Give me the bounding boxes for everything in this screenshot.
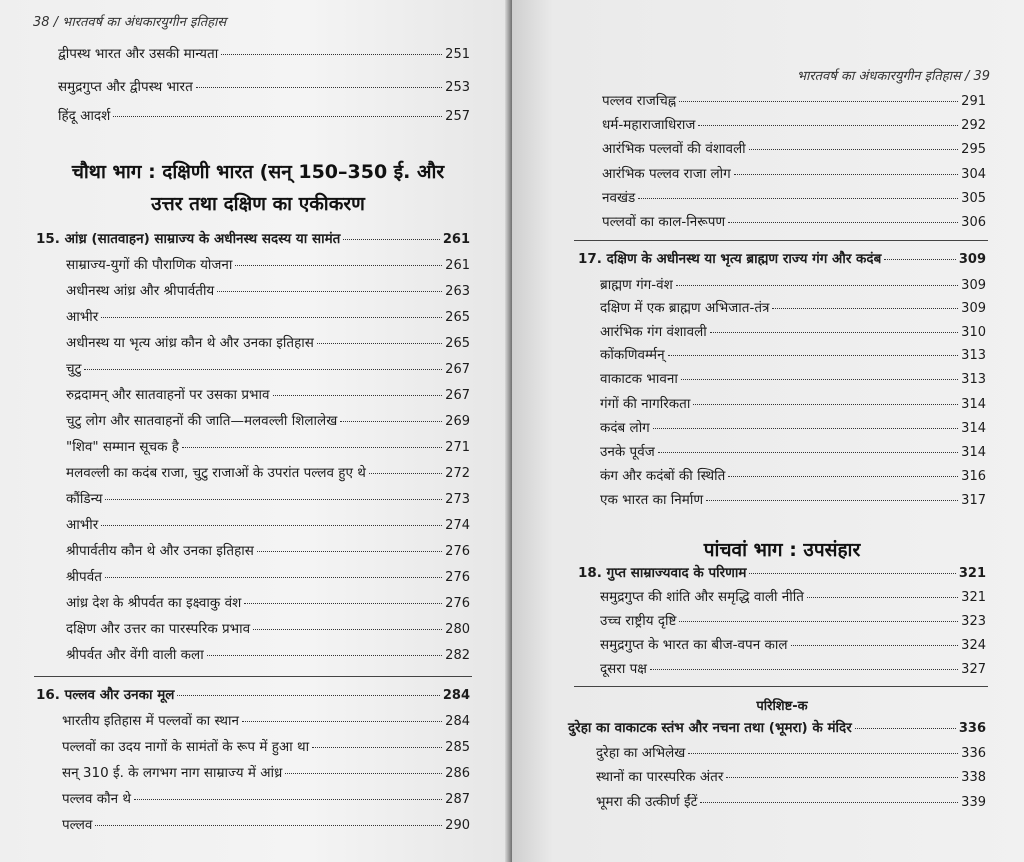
toc-entry <box>600 299 986 318</box>
entry-title: साम्राज्य-युगों की पौराणिक योजना <box>66 257 233 273</box>
toc-entry <box>66 386 470 405</box>
entry-title: कंग और कदंबों की स्थिति <box>600 468 726 484</box>
entry-title: पल्लव कौन थे <box>62 791 131 807</box>
toc-entry <box>58 45 470 64</box>
toc-entry <box>66 490 470 509</box>
toc-entry <box>66 256 470 275</box>
entry-page: 286 <box>445 766 470 781</box>
part-title-line1: चौथा भाग : दक्षिणी भारत (सन् 150–350 ई. और <box>71 161 445 183</box>
entry-title: अधीनस्थ आंध्र और श्रीपार्वतीय <box>66 283 215 299</box>
toc-entry <box>58 78 470 97</box>
running-head-left: 38 / भारतवर्ष का अंधकारयुगीन इतिहास <box>33 15 227 30</box>
toc-entry <box>600 660 986 679</box>
entry-title: कदंब लोग <box>600 420 650 436</box>
entry-title: गंगों की नागरिकता <box>600 396 691 412</box>
appendix-main-entry <box>568 719 986 738</box>
entry-title: चुटु लोग और सातवाहनों की जाति—मलवल्ली शिलालेख <box>66 413 338 429</box>
toc-entry <box>600 346 986 365</box>
entry-page: 310 <box>961 325 986 340</box>
entry-page: 257 <box>445 109 470 124</box>
toc-entry <box>602 189 986 208</box>
toc-entry <box>600 276 986 295</box>
entry-page: 309 <box>961 301 986 316</box>
toc-entry <box>596 793 986 812</box>
entry-title: दक्षिण और उत्तर का पारस्परिक प्रभाव <box>66 621 251 637</box>
entry-title: मलवल्ली का कदंब राजा, चुटु राजाओं के उपरांत पल्लव हुए थे <box>66 465 366 481</box>
entry-title: पल्लवों का काल-निरूपण <box>602 214 726 230</box>
entry-page: 265 <box>445 336 470 351</box>
chapter-entry <box>578 250 986 269</box>
entry-page: 284 <box>445 714 470 729</box>
toc-entry <box>600 370 986 389</box>
entry-title: पल्लवों का उदय नागों के सामंतों के रूप में हुआ था <box>62 739 310 755</box>
entry-page: 251 <box>445 47 470 62</box>
toc-entry <box>66 282 470 301</box>
chapter-title: 16. पल्लव और उनका मूल <box>36 687 175 703</box>
chapter-title: 17. दक्षिण के अधीनस्थ या भृत्य ब्राह्मण राज्य गंग और कदंब <box>578 251 882 267</box>
entry-title: उच्च राष्ट्रीय दृष्टि <box>600 613 677 629</box>
toc-entry <box>66 464 470 483</box>
entry-page: 314 <box>961 397 986 412</box>
section-divider <box>574 240 988 241</box>
entry-page: 306 <box>961 215 986 230</box>
chapter-entry <box>36 686 470 705</box>
toc-entry <box>58 107 470 126</box>
entry-page: 271 <box>445 440 470 455</box>
entry-page: 338 <box>961 770 986 785</box>
entry-page: 305 <box>961 191 986 206</box>
chapter-page: 321 <box>958 566 986 581</box>
entry-page: 317 <box>961 493 986 508</box>
entry-page: 263 <box>445 284 470 299</box>
part-title-line2: उत्तर तथा दक्षिण का एकीकरण <box>151 193 365 215</box>
part-title-5: पांचवां भाग : उपसंहार <box>703 539 861 561</box>
entry-title: एक भारत का निर्माण <box>600 492 704 508</box>
entry-title: भूमरा की उत्कीर्ण ईंटें <box>596 794 698 810</box>
toc-entry <box>66 438 470 457</box>
right-page <box>512 0 1024 862</box>
toc-entry <box>600 323 986 342</box>
entry-page: 321 <box>961 590 986 605</box>
toc-entry <box>66 334 470 353</box>
toc-entry <box>600 491 986 510</box>
entry-title: हिंदू आदर्श <box>58 108 111 124</box>
entry-title: दक्षिण में एक ब्राह्मण अभिजात-तंत्र <box>600 300 770 316</box>
entry-title: स्थानों का पारस्परिक अंतर <box>596 769 724 785</box>
entry-page: 327 <box>961 662 986 677</box>
chapter-title: 15. आंध्र (सातवाहन) साम्राज्य के अधीनस्थ सदस्य या सामंत <box>36 231 341 247</box>
entry-title: ब्राह्मण गंग-वंश <box>600 277 673 293</box>
entry-page: 313 <box>961 348 986 363</box>
toc-entry <box>600 588 986 607</box>
entry-page: 313 <box>961 372 986 387</box>
entry-title: रुद्रदामन् और सातवाहनों पर उसका प्रभाव <box>66 387 270 403</box>
entry-title: पल्लव राजचिह्न <box>602 93 677 109</box>
entry-page: 339 <box>961 795 986 810</box>
toc-entry <box>66 308 470 327</box>
toc-entry <box>66 594 470 613</box>
appendix-title: दुरेहा का वाकाटक स्तंभ और नचना तथा (भूमरा) के मंदिर <box>568 720 852 736</box>
entry-page: 267 <box>445 388 470 403</box>
running-head-right: भारतवर्ष का अंधकारयुगीन इतिहास / 39 <box>796 69 990 84</box>
entry-page: 280 <box>445 622 470 637</box>
toc-entry <box>600 636 986 655</box>
entry-title: आरंभिक पल्लव राजा लोग <box>602 166 731 182</box>
entry-title: दुरेहा का अभिलेख <box>596 745 686 761</box>
toc-entry <box>62 816 470 835</box>
entry-title: आरंभिक गंग वंशावली <box>600 324 707 340</box>
toc-entry <box>66 542 470 561</box>
entry-page: 265 <box>445 310 470 325</box>
entry-page: 291 <box>961 94 986 109</box>
entry-title: आभीर <box>66 517 99 533</box>
entry-title: श्रीपार्वतीय कौन थे और उनका इतिहास <box>66 543 254 559</box>
toc-entry <box>62 764 470 783</box>
toc-entry <box>66 516 470 535</box>
entry-title: धर्म-महाराजाधिराज <box>602 117 696 133</box>
entry-page: 276 <box>445 596 470 611</box>
toc-entry <box>62 790 470 809</box>
entry-title: आरंभिक पल्लवों की वंशावली <box>602 141 746 157</box>
entry-page: 276 <box>445 544 470 559</box>
entry-page: 273 <box>445 492 470 507</box>
entry-page: 290 <box>445 818 470 833</box>
chapter-entry <box>578 564 986 583</box>
entry-title: भारतीय इतिहास में पल्लवों का स्थान <box>62 713 240 729</box>
entry-title: श्रीपर्वत <box>66 569 102 585</box>
entry-title: आभीर <box>66 309 99 325</box>
entry-title: समुद्रगुप्त के भारत का बीज-वपन काल <box>600 637 788 653</box>
toc-entry <box>600 395 986 414</box>
entry-page: 272 <box>445 466 470 481</box>
entry-page: 336 <box>961 746 986 761</box>
entry-title: समुद्रगुप्त की शांति और समृद्धि वाली नीति <box>600 589 804 605</box>
entry-title: नवखंड <box>602 190 636 206</box>
entry-page: 292 <box>961 118 986 133</box>
toc-entry <box>62 738 470 757</box>
entry-title: वाकाटक भावना <box>600 371 678 387</box>
entry-page: 269 <box>445 414 470 429</box>
entry-page: 324 <box>961 638 986 653</box>
toc-entry <box>62 712 470 731</box>
toc-entry <box>602 165 986 184</box>
toc-entry <box>600 612 986 631</box>
toc-entry <box>602 213 986 232</box>
entry-title: "शिव" सम्मान सूचक है <box>66 439 179 455</box>
entry-title: उनके पूर्वज <box>600 444 655 460</box>
toc-entry <box>66 646 470 665</box>
toc-entry <box>66 568 470 587</box>
entry-page: 314 <box>961 421 986 436</box>
toc-entry <box>602 140 986 159</box>
entry-title: द्वीपस्थ भारत और उसकी मान्यता <box>58 46 219 62</box>
entry-page: 287 <box>445 792 470 807</box>
entry-page: 316 <box>961 469 986 484</box>
entry-title: दूसरा पक्ष <box>600 661 647 677</box>
chapter-page: 284 <box>442 688 470 703</box>
entry-title: श्रीपर्वत और वेंगी वाली कला <box>66 647 204 663</box>
toc-entry <box>600 443 986 462</box>
appendix-label: परिशिष्ट-क <box>756 699 808 714</box>
toc-entry <box>66 412 470 431</box>
entry-page: 295 <box>961 142 986 157</box>
entry-title: समुद्रगुप्त और द्वीपस्थ भारत <box>58 79 193 95</box>
section-divider <box>34 676 472 677</box>
chapter-entry <box>36 230 470 249</box>
toc-entry <box>596 768 986 787</box>
entry-title: कोंकणिवर्म्मन् <box>600 347 665 363</box>
entry-title: सन् 310 ई. के लगभग नाग साम्राज्य में आंध्र <box>62 765 283 781</box>
entry-page: 282 <box>445 648 470 663</box>
chapter-title: 18. गुप्त साम्राज्यवाद के परिणाम <box>578 565 747 581</box>
entry-page: 274 <box>445 518 470 533</box>
entry-page: 261 <box>445 258 470 273</box>
entry-page: 253 <box>445 80 470 95</box>
entry-page: 309 <box>961 278 986 293</box>
entry-page: 285 <box>445 740 470 755</box>
entry-page: 323 <box>961 614 986 629</box>
entry-title: पल्लव <box>62 817 93 833</box>
toc-entry <box>602 116 986 135</box>
chapter-page: 261 <box>442 232 470 247</box>
entry-title: आंध्र देश के श्रीपर्वत का इक्ष्वाकु वंश <box>66 595 242 611</box>
entry-title: चुटु <box>66 361 82 377</box>
entry-page: 276 <box>445 570 470 585</box>
toc-entry <box>66 360 470 379</box>
entry-page: 267 <box>445 362 470 377</box>
toc-entry <box>596 744 986 763</box>
toc-entry <box>602 92 986 111</box>
entry-page: 314 <box>961 445 986 460</box>
entry-title: अधीनस्थ या भृत्य आंध्र कौन थे और उनका इतिहास <box>66 335 314 351</box>
toc-entry <box>600 467 986 486</box>
toc-entry <box>66 620 470 639</box>
section-divider <box>574 686 988 687</box>
toc-entry <box>600 419 986 438</box>
appendix-page: 336 <box>958 721 986 736</box>
entry-page: 304 <box>961 167 986 182</box>
chapter-page: 309 <box>958 252 986 267</box>
entry-title: कौंडिन्य <box>66 491 103 507</box>
